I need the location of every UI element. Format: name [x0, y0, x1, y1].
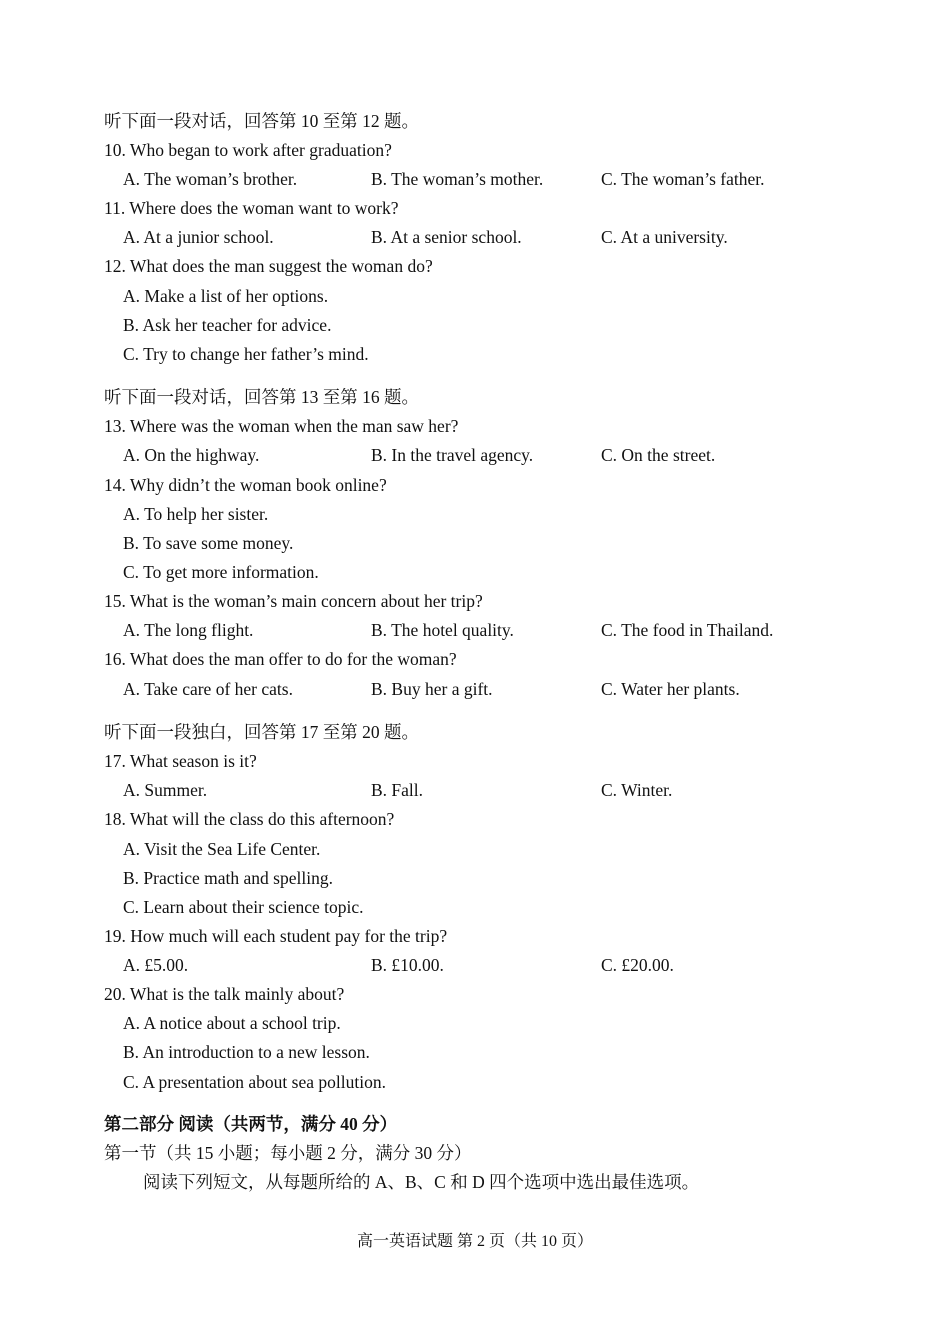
- question-10: 10. Who began to work after graduation?: [104, 140, 392, 160]
- question-17: 17. What season is it?: [104, 751, 257, 771]
- question-18: 18. What will the class do this afternoon?: [104, 809, 395, 829]
- part-subheading: 第一节（共 15 小题；每小题 2 分，满分 30 分）: [104, 1143, 472, 1163]
- q12-option-b: B. Ask her teacher for advice.: [123, 315, 332, 335]
- q18-option-b: B. Practice math and spelling.: [123, 868, 333, 888]
- question-20: 20. What is the talk mainly about?: [104, 984, 345, 1004]
- q14-option-a: A. To help her sister.: [123, 504, 269, 524]
- section-instruction: 听下面一段独白，回答第 17 至第 20 题。: [104, 722, 419, 742]
- question-13: 13. Where was the woman when the man saw her?: [104, 416, 459, 436]
- q18-option-c: C. Learn about their science topic.: [123, 897, 364, 917]
- q17-option-c: C. Winter.: [601, 780, 673, 800]
- q20-option-b: B. An introduction to a new lesson.: [123, 1042, 370, 1062]
- q15-option-b: B. The hotel quality.: [371, 620, 514, 640]
- q12-option-a: A. Make a list of her options.: [123, 286, 329, 306]
- q19-option-b: B. £10.00.: [371, 955, 444, 975]
- q17-option-b: B. Fall.: [371, 780, 424, 800]
- q16-option-c: C. Water her plants.: [601, 679, 740, 699]
- q10-option-c: C. The woman’s father.: [601, 169, 765, 189]
- q11-option-a: A. At a junior school.: [123, 227, 274, 247]
- question-16: 16. What does the man offer to do for the woman?: [104, 649, 457, 669]
- part-directions: 阅读下列短文，从每题所给的 A、B、C 和 D 四个选项中选出最佳选项。: [143, 1172, 700, 1192]
- question-14: 14. Why didn’t the woman book online?: [104, 475, 387, 495]
- page-footer: 高一英语试题 第 2 页（共 10 页）: [356, 1233, 593, 1250]
- q12-option-c: C. Try to change her father’s mind.: [123, 344, 369, 364]
- section-instruction: 听下面一段对话，回答第 10 至第 12 题。: [104, 111, 419, 131]
- q17-option-a: A. Summer.: [123, 780, 208, 800]
- q13-option-b: B. In the travel agency.: [371, 445, 534, 465]
- q15-option-c: C. The food in Thailand.: [601, 620, 774, 640]
- section-instruction: 听下面一段对话，回答第 13 至第 16 题。: [104, 387, 419, 407]
- q18-option-a: A. Visit the Sea Life Center.: [123, 839, 321, 859]
- q11-option-b: B. At a senior school.: [371, 227, 522, 247]
- q19-option-a: A. £5.00.: [123, 955, 189, 975]
- part-heading: 第二部分 阅读（共两节，满分 40 分）: [104, 1114, 398, 1134]
- q20-option-a: A. A notice about a school trip.: [123, 1013, 341, 1033]
- q19-option-c: C. £20.00.: [601, 955, 674, 975]
- question-12: 12. What does the man suggest the woman do?: [104, 256, 433, 276]
- q16-option-a: A. Take care of her cats.: [123, 679, 293, 699]
- q10-option-b: B. The woman’s mother.: [371, 169, 544, 189]
- q16-option-b: B. Buy her a gift.: [371, 679, 493, 699]
- q13-option-c: C. On the street.: [601, 445, 716, 465]
- q14-option-b: B. To save some money.: [123, 533, 294, 553]
- q13-option-a: A. On the highway.: [123, 445, 260, 465]
- q11-option-c: C. At a university.: [601, 227, 728, 247]
- question-19: 19. How much will each student pay for the trip?: [104, 926, 448, 946]
- q20-option-c: C. A presentation about sea pollution.: [123, 1072, 386, 1092]
- q15-option-a: A. The long flight.: [123, 620, 254, 640]
- question-11: 11. Where does the woman want to work?: [104, 198, 399, 218]
- q14-option-c: C. To get more information.: [123, 562, 319, 582]
- q10-option-a: A. The woman’s brother.: [123, 169, 298, 189]
- question-15: 15. What is the woman’s main concern about her trip?: [104, 591, 483, 611]
